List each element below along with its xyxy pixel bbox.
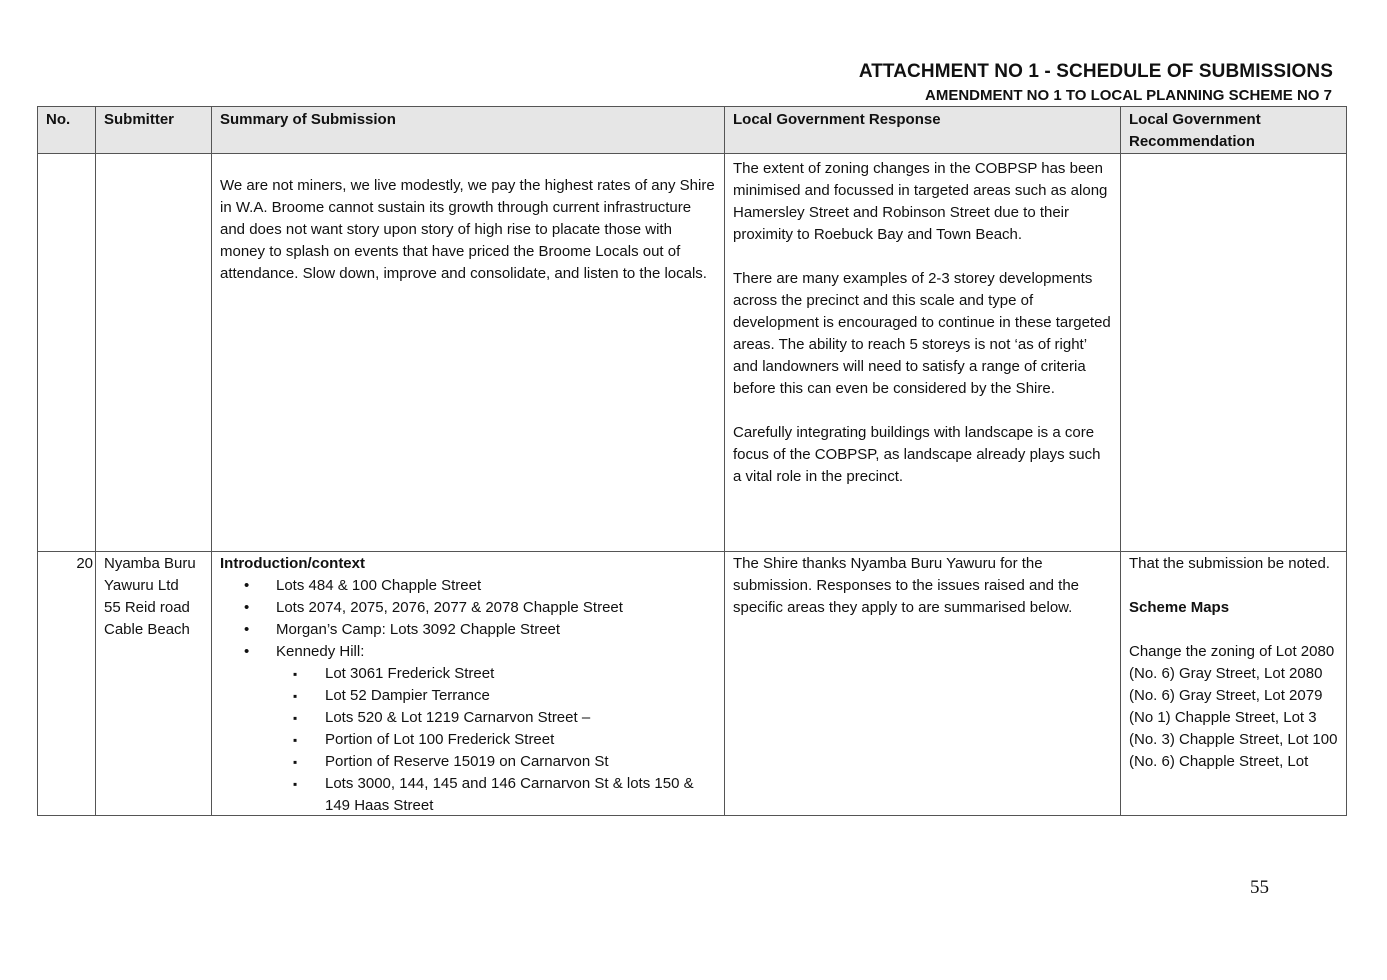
sub-list-item: ▪ Portion of Lot 100 Frederick Street	[292, 729, 716, 751]
summary-heading: Introduction/context	[220, 555, 365, 572]
submitter-suburb: Cable Beach	[104, 621, 190, 638]
sub-list-item: ▪ Lot 52 Dampier Terrance	[292, 685, 716, 707]
recommendation-intro: That the submission be noted.	[1129, 555, 1330, 572]
response-paragraph: There are many examples of 2-3 storey developments across the precinct and this scale and type of development is encouraged to continue in these targeted areas. The ability to reach 5 storeys is not ‘as of right’ and landowners will need to satisfy a range of criteria before this can even be considered by the Shire.	[733, 270, 1111, 397]
response-cell	[725, 154, 1121, 552]
list-item	[244, 641, 716, 811]
submitter-cell	[96, 154, 212, 552]
column-header-summary: Summary of Submission	[212, 107, 725, 154]
page-number: 55	[1250, 877, 1269, 898]
table-header-row	[38, 107, 1347, 154]
sub-list-item: ▪ Lots 3000, 144, 145 and 146 Carnarvon St & lots 150 & 149 Haas Street	[292, 773, 716, 811]
row-number-cell: 20	[38, 552, 96, 816]
recommendation-cell	[1121, 552, 1347, 816]
sub-list-item: ▪ Lot 3061 Frederick Street	[292, 663, 716, 685]
column-header-response: Local Government Response	[725, 107, 1121, 154]
list-item: • Lots 484 & 100 Chapple Street	[244, 575, 716, 597]
sub-list-item: ▪ Lots 520 & Lot 1219 Carnarvon Street –	[292, 707, 716, 729]
kennedy-hill-sublist	[276, 663, 716, 811]
response-paragraph: The Shire thanks Nyamba Buru Yawuru for the submission. Responses to the issues raised and the specific areas they apply to are summarised below.	[733, 555, 1080, 616]
recommendation-text: Change the zoning of Lot 2080 (No. 6) Gray Street, Lot 2080 (No. 6) Gray Street, Lot 2079 (No 1) Chapple Street, Lot 3 (No. 3) Chapple Street, Lot 100 (No. 6) Chapple Street, Lot	[1129, 643, 1338, 770]
submitter-cell	[96, 552, 212, 816]
summary-text: We are not miners, we live modestly, we pay the highest rates of any Shire in W.A. Broome cannot sustain its growth through current infrastructure and does not want story upon story of high rise to placate those with money to splash on events that have priced the Broome Locals out of attendance. Slow down, improve and consolidate, and listen to the locals.	[220, 177, 715, 282]
attachment-title: ATTACHMENT NO 1 - SCHEDULE OF SUBMISSIONS	[858, 61, 1333, 82]
list-item: • Lots 2074, 2075, 2076, 2077 & 2078 Chapple Street	[244, 597, 716, 619]
attachment-subtitle: AMENDMENT NO 1 TO LOCAL PLANNING SCHEME NO 7	[925, 87, 1332, 104]
list-item: • Morgan’s Camp: Lots 3092 Chapple Street	[244, 619, 716, 641]
summary-cell	[212, 552, 725, 816]
response-cell	[725, 552, 1121, 816]
response-paragraph: Carefully integrating buildings with landscape is a core focus of the COBPSP, as landscape already plays such a vital role in the precinct.	[733, 424, 1101, 485]
recommendation-cell	[1121, 154, 1347, 552]
list-item-label: Kennedy Hill:	[276, 643, 365, 660]
submitter-address: 55 Reid road	[104, 599, 190, 616]
table-row	[38, 154, 1347, 552]
submissions-table	[37, 106, 1347, 816]
table-row	[38, 552, 1347, 816]
summary-cell	[212, 154, 725, 552]
sub-list-item: ▪ Portion of Reserve 15019 on Carnarvon St	[292, 751, 716, 773]
lot-list	[220, 575, 716, 811]
column-header-no: No.	[38, 107, 96, 154]
column-header-recommendation: Local Government Recommendation	[1121, 107, 1347, 154]
recommendation-heading: Scheme Maps	[1129, 599, 1230, 616]
row-number-cell	[38, 154, 96, 552]
response-paragraph: The extent of zoning changes in the COBPSP has been minimised and focussed in targeted areas such as along Hamersley Street and Robinson Street due to their proximity to Roebuck Bay and Town Beach.	[733, 160, 1108, 243]
column-header-submitter: Submitter	[96, 107, 212, 154]
submitter-name: Nyamba Buru Yawuru Ltd	[104, 555, 196, 594]
